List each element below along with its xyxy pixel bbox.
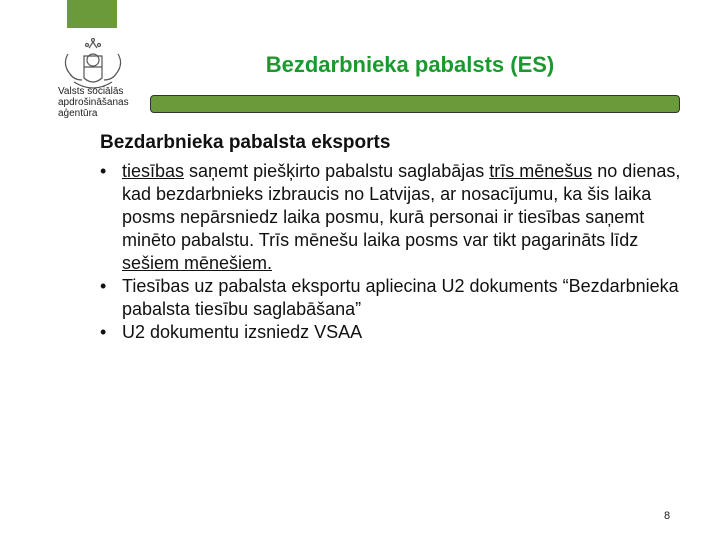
list-item [100,321,700,344]
agency-line-3: aģentūra [58,108,98,119]
bullet1-part2: saņemt piešķirto pabalstu saglabājas [184,161,490,181]
agency-line-1: Valsts sociālās [58,86,124,97]
bullet1-part1: tiesības [122,161,185,181]
slide-title: Bezdarbnieka pabalsts (ES) [265,52,555,77]
list-item [100,160,700,275]
title-divider-bar [150,95,680,113]
bullet1-part3: trīs mēnešus [489,161,593,181]
agency-line-2: apdrošināšanas [58,97,129,108]
section-heading: Bezdarbnieka pabalsta eksports [100,132,391,153]
accent-square [67,0,117,28]
page-number: 8 [664,510,671,522]
bullet2-text: Tiesības uz pabalsta eksportu apliecina U2 dokuments “Bezdarbnieka pabalsta tiesību saglabāšana” [122,276,679,319]
bullet-dot-icon: • [100,276,107,296]
bullet3-text: U2 dokumentu izsniedz VSAA [122,322,363,342]
bullet-dot-icon: • [100,322,107,342]
list-item [100,275,700,321]
agency-name [58,86,138,119]
bullet1-part5: sešiem mēnešiem. [122,253,273,273]
bullet-dot-icon: • [100,161,107,181]
bullet1-part4: no dienas, kad bezdarbnieks izbraucis no Latvijas, ar nosacījumu, ka šis laika posms nepārsniedz laika posmu, kurā personai ir tiesības saņemt minēto pabalstu. Trīs mēnešu laika posms var tikt pagarināts līdz [122,161,681,250]
bullet-list [100,160,700,344]
